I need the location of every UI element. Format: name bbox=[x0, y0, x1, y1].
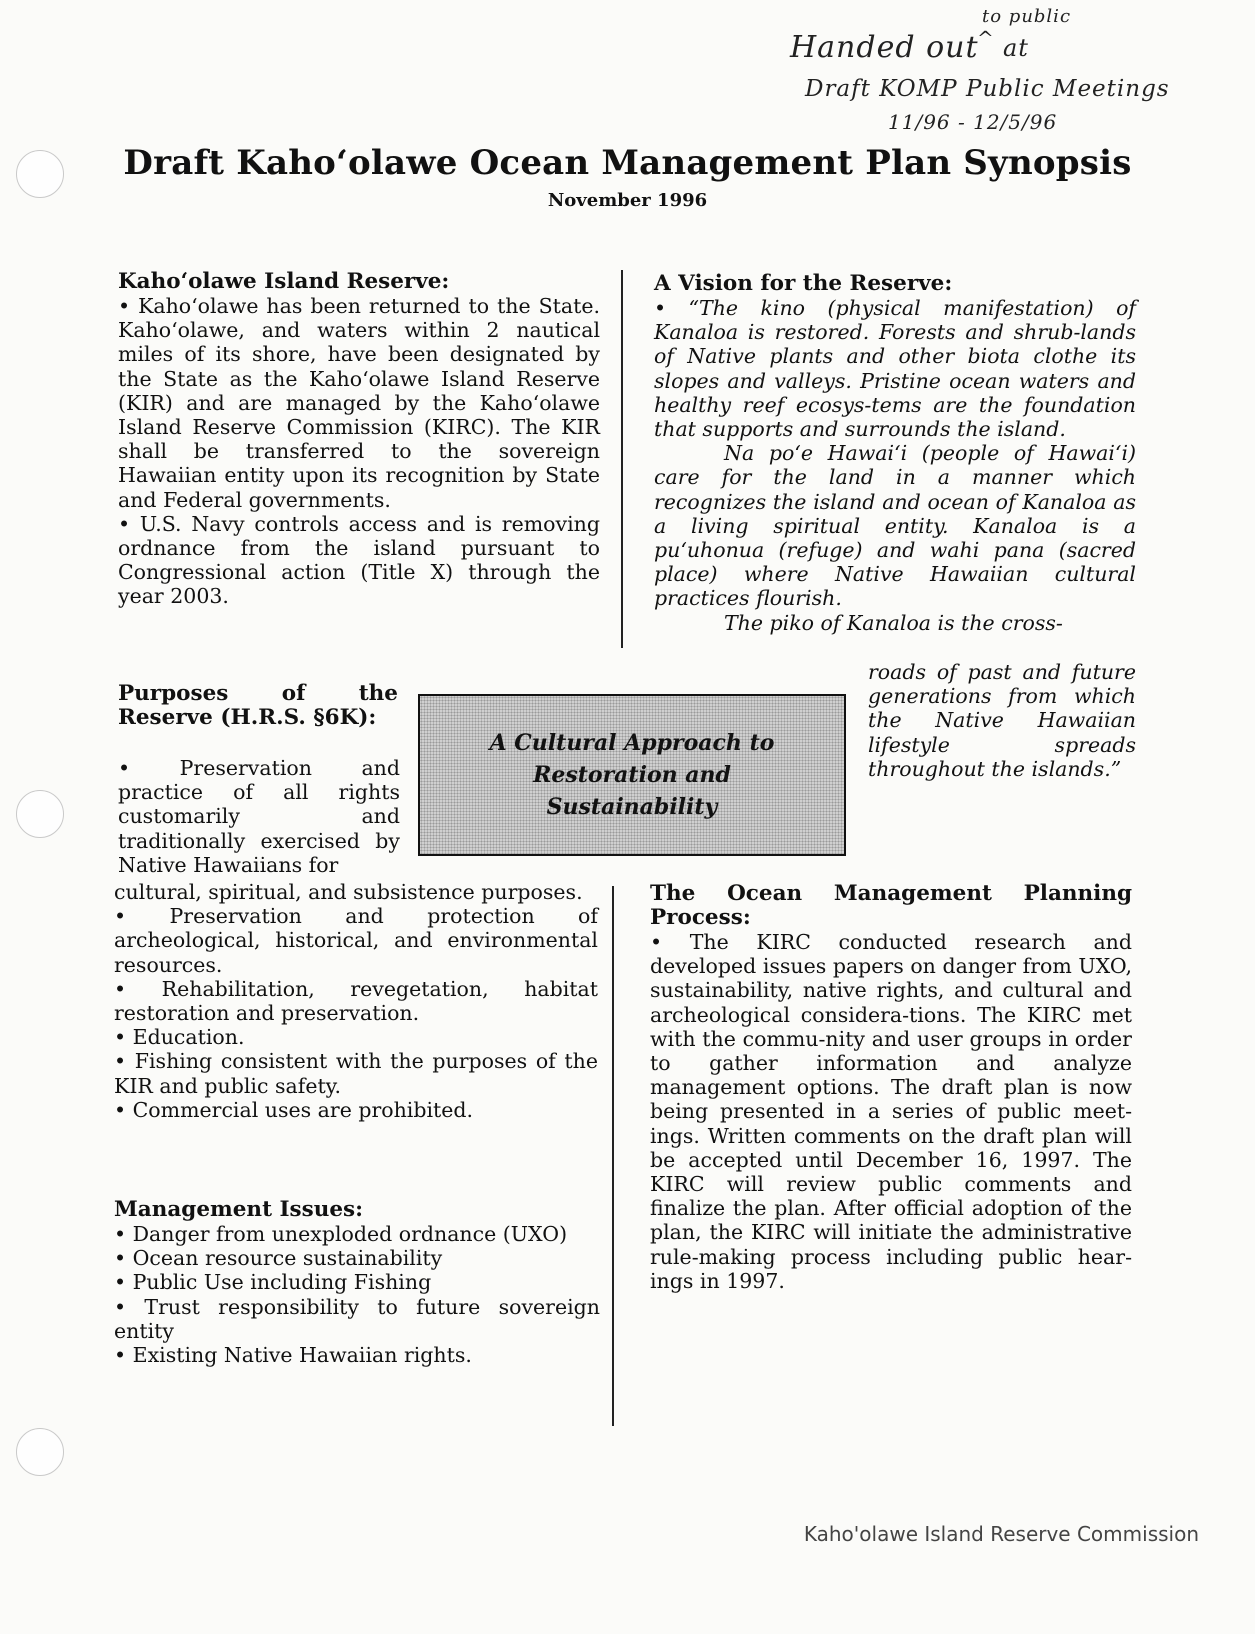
reserve-paragraph-1: • Kaho‘olawe has been returned to the State. Kaho‘olawe, and waters within 2 nautical miles of its shore, have been designated by the State as the Kaho‘olawe Island Reserve (KIR) and are managed by the Kaho‘olawe Island Reserve Commission (KIRC). The KIR shall be transferred to the sovereign Hawaiian entity upon its recognition by State and Federal governments. bbox=[118, 294, 600, 512]
reserve-section bbox=[118, 270, 600, 609]
purposes-bullet-5: • Fishing consistent with the purposes of the KIR and public safety. bbox=[114, 1049, 598, 1098]
purposes-bullet-1a: • Preservation and practice of all rights customarily and traditionally exercised by Native Hawaiians for bbox=[118, 756, 400, 877]
handwritten-note-line3: 11/96 - 12/5/96 bbox=[888, 110, 1058, 134]
footer-caption: Kaho'olawe Island Reserve Commission bbox=[803, 1522, 1199, 1546]
handwritten-caret: ^ bbox=[977, 26, 995, 50]
process-paragraph: • The KIRC conducted research and developed issues papers on danger from UXO, sustainability, native rights, and cultural and archeological considera-tions. The KIRC met with the commu-nity and user groups in order to gather information and analyze management options. The draft plan is now being presented in a series of public meet-ings. Written comments on the draft plan will be accepted until December 16, 1997. The KIRC will review public comments and finalize the plan. After official adoption of the plan, the KIRC will initiate the administrative rule-making process including public hear-ings in 1997. bbox=[650, 930, 1132, 1293]
binder-hole-middle bbox=[16, 790, 64, 838]
vision-heading: A Vision for the Reserve: bbox=[654, 271, 953, 296]
purposes-bullet-4: • Education. bbox=[114, 1025, 245, 1050]
issues-heading: Management Issues: bbox=[114, 1197, 364, 1222]
issues-item-2: • Ocean resource sustainability bbox=[114, 1246, 443, 1271]
document-date: November 1996 bbox=[547, 190, 708, 211]
issues-section bbox=[114, 1198, 600, 1367]
reserve-heading: Kaho‘olawe Island Reserve: bbox=[118, 269, 450, 294]
vision-section bbox=[654, 272, 1136, 635]
vision-paragraph-3b-wrap bbox=[868, 660, 1136, 781]
purposes-bullet-1b: cultural, spiritual, and subsistence purposes. bbox=[114, 880, 583, 904]
issues-item-4: • Trust responsibility to future sovereign entity bbox=[114, 1294, 600, 1343]
process-section bbox=[650, 882, 1132, 1293]
handwritten-at: at bbox=[1003, 34, 1029, 62]
issues-item-1: • Danger from unexploded ordnance (UXO) bbox=[114, 1222, 568, 1246]
handwritten-note-line2: Draft KOMP Public Meetings bbox=[805, 76, 1170, 102]
handwritten-insert: to public bbox=[982, 6, 1072, 27]
callout-line-3: Sustainability bbox=[546, 794, 718, 820]
process-heading: The Ocean Management Planning Process: bbox=[650, 881, 1132, 930]
purposes-bullet-2: • Preservation and protection of archeological, historical, and environmental resources. bbox=[114, 904, 598, 977]
callout-box bbox=[418, 694, 846, 856]
purposes-bullet-1-narrow bbox=[118, 756, 400, 877]
handwritten-note-line1: Handed out bbox=[790, 30, 979, 65]
purposes-bullet-6: • Commercial uses are prohibited. bbox=[114, 1097, 474, 1122]
purposes-bullet-3: • Rehabilitation, revegetation, habitat restoration and preservation. bbox=[114, 976, 598, 1026]
purposes-heading: Purposes of the Reserve (H.R.S. §6K): bbox=[118, 681, 398, 730]
issues-item-5: • Existing Native Hawaiian rights. bbox=[114, 1343, 472, 1368]
column-divider-top bbox=[621, 270, 623, 648]
reserve-paragraph-2: • U.S. Navy controls access and is removing ordnance from the island pursuant to Congressional action (Title X) through the year 2003. bbox=[118, 511, 600, 609]
purposes-continuation bbox=[114, 880, 598, 1122]
vision-paragraph-1: • “The kino (physical manifestation) of Kanaloa is restored. Forests and shrub-lands of Native plants and other biota clothe its slopes and valleys. Pristine ocean waters and healthy reef ecosys-tems are the foundation that supports and surrounds the island. bbox=[654, 296, 1136, 442]
document-title: Draft Kaho‘olawe Ocean Management Plan Synopsis bbox=[123, 143, 1132, 183]
vision-paragraph-2: Na po‘e Hawai‘i (people of Hawai‘i) care for the land in a manner which recognizes the island and ocean of Kanaloa as a living spiritual entity. Kanaloa is a pu‘uhonua (refuge) and wahi pana (sacred place) where Native Hawaiian cultural practices flourish. bbox=[654, 441, 1136, 611]
column-divider-bottom bbox=[612, 886, 614, 1426]
binder-hole-bottom bbox=[16, 1428, 64, 1476]
callout-line-1: A Cultural Approach to bbox=[489, 730, 775, 756]
callout-line-2: Restoration and bbox=[533, 762, 731, 788]
vision-paragraph-3a: The piko of Kanaloa is the cross- bbox=[724, 610, 1063, 635]
issues-item-3: • Public Use including Fishing bbox=[114, 1270, 432, 1295]
vision-paragraph-3b: roads of past and future generations from which the Native Hawaiian lifestyle spreads throughout the islands.” bbox=[868, 660, 1136, 781]
